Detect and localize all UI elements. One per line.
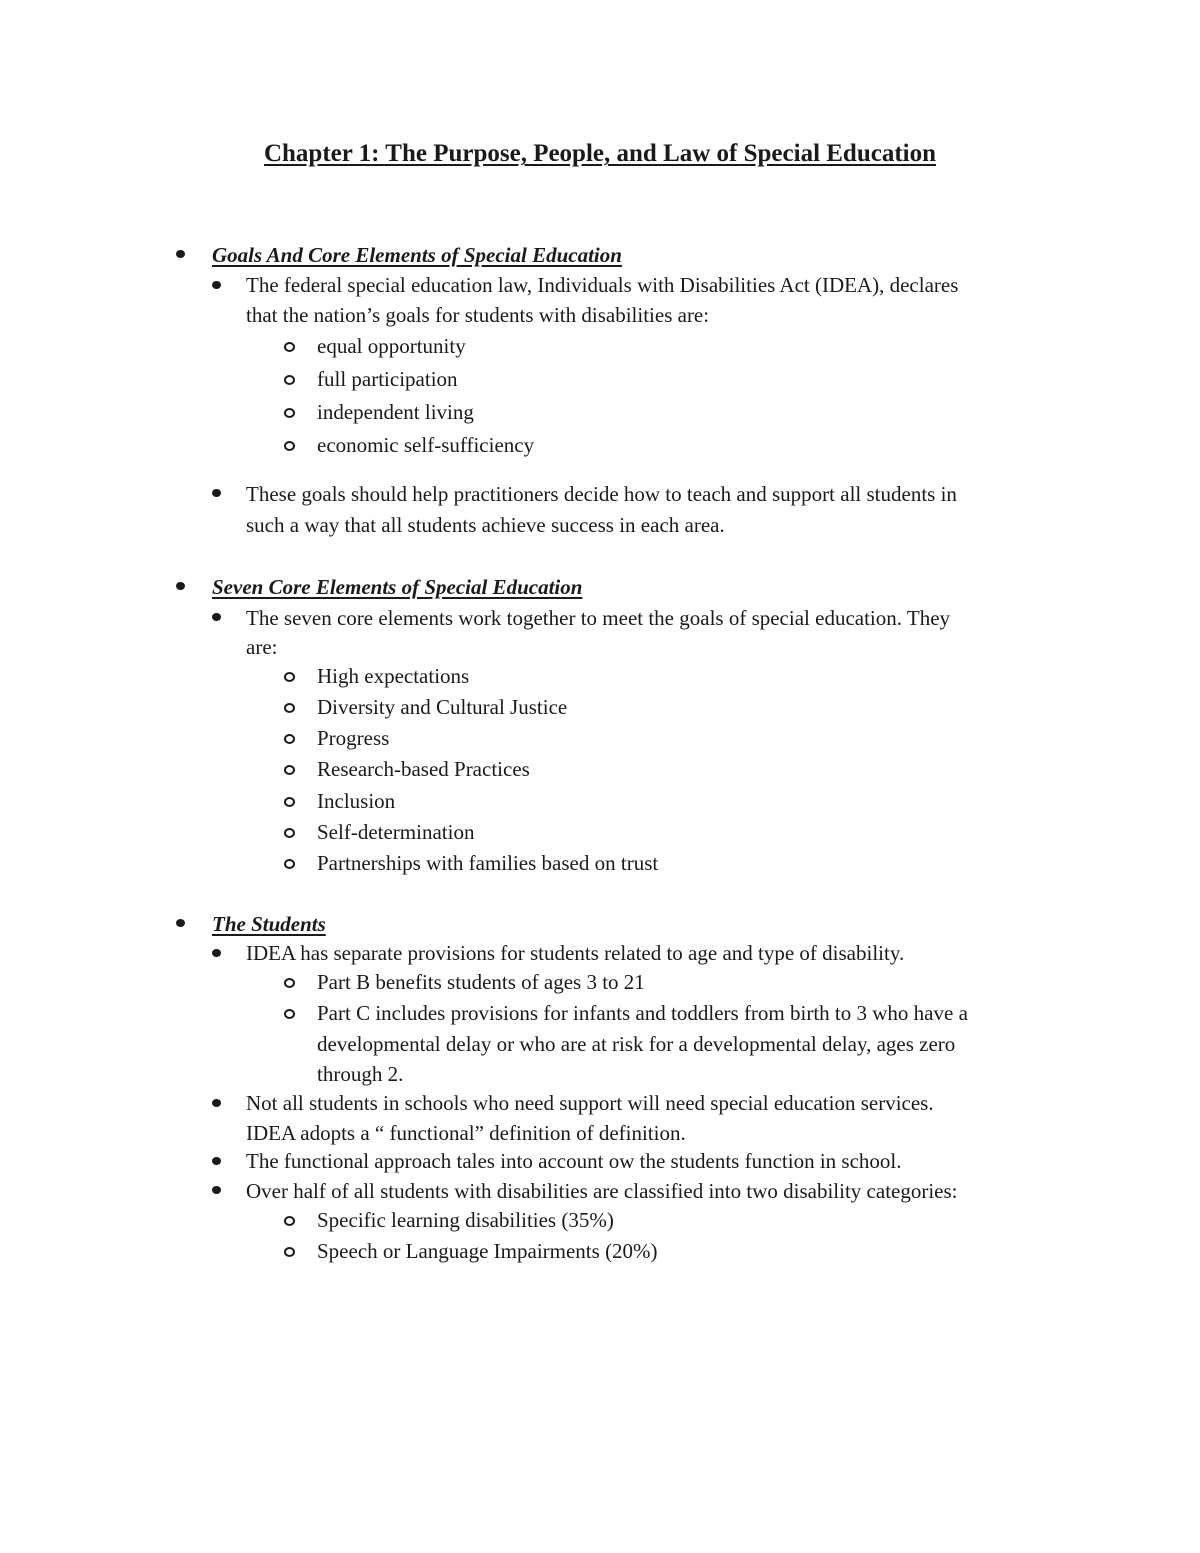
paragraph-line: Over half of all students with disabilities are classified into two disability categories:	[246, 1179, 958, 1203]
paragraph-line: The functional approach tales into account ow the students function in school.	[246, 1149, 902, 1173]
bullet-circle-icon	[284, 797, 295, 807]
paragraph-line: These goals should help practitioners decide how to teach and support all students in	[246, 482, 957, 506]
list-item-continuation: through 2.	[317, 1062, 404, 1086]
list-item: equal opportunity	[317, 334, 466, 358]
bullet-circle-icon	[284, 375, 295, 385]
list-item: Part C includes provisions for infants and toddlers from birth to 3 who have a	[317, 1001, 968, 1025]
bullet-disc-icon	[176, 919, 185, 927]
section-heading: Goals And Core Elements of Special Education	[212, 243, 622, 267]
paragraph-line: The federal special education law, Individuals with Disabilities Act (IDEA), declares	[246, 273, 959, 297]
bullet-circle-icon	[284, 672, 295, 682]
list-item: High expectations	[317, 664, 470, 688]
bullet-disc-icon	[176, 582, 185, 590]
bullet-circle-icon	[284, 765, 295, 775]
bullet-circle-icon	[284, 828, 295, 838]
bullet-circle-icon	[284, 859, 295, 869]
bullet-circle-icon	[284, 342, 295, 352]
list-item: Progress	[317, 726, 390, 750]
list-item: Self-determination	[317, 820, 475, 844]
bullet-circle-icon	[284, 1216, 295, 1226]
paragraph-line: The seven core elements work together to meet the goals of special education. They	[246, 606, 951, 630]
bullet-disc-icon	[176, 250, 185, 258]
list-item: Partnerships with families based on trust	[317, 851, 659, 875]
section-heading: The Students	[212, 912, 326, 936]
list-item: independent living	[317, 400, 474, 424]
bullet-disc-icon	[212, 1186, 221, 1194]
list-item: full participation	[317, 367, 458, 391]
bullet-circle-icon	[284, 978, 295, 988]
bullet-disc-icon	[212, 613, 221, 621]
list-item: Specific learning disabilities (35%)	[317, 1208, 614, 1232]
page-title: Chapter 1: The Purpose, People, and Law of Special Education	[263, 140, 937, 167]
list-item: Inclusion	[317, 789, 396, 813]
bullet-disc-icon	[212, 949, 221, 957]
list-item: Speech or Language Impairments (20%)	[317, 1239, 658, 1263]
list-item-continuation: developmental delay or who are at risk for a developmental delay, ages zero	[317, 1032, 956, 1056]
bullet-circle-icon	[284, 1009, 295, 1019]
paragraph-line: that the nation’s goals for students with disabilities are:	[246, 303, 710, 327]
bullet-disc-icon	[212, 489, 221, 497]
bullet-disc-icon	[212, 1157, 221, 1165]
bullet-circle-icon	[284, 441, 295, 451]
paragraph-line: IDEA has separate provisions for students related to age and type of disability.	[246, 941, 905, 965]
section-heading: Seven Core Elements of Special Education	[212, 575, 583, 599]
bullet-circle-icon	[284, 408, 295, 418]
bullet-disc-icon	[212, 1099, 221, 1107]
paragraph-line: IDEA adopts a “ functional” definition of definition.	[246, 1121, 686, 1145]
list-item: Research-based Practices	[317, 757, 530, 781]
bullet-disc-icon	[212, 281, 221, 289]
paragraph-line: such a way that all students achieve success in each area.	[246, 513, 725, 537]
paragraph-line: are:	[246, 635, 278, 659]
list-item: Diversity and Cultural Justice	[317, 695, 568, 719]
paragraph-line: Not all students in schools who need support will need special education services.	[246, 1091, 934, 1115]
list-item: economic self-sufficiency	[317, 433, 535, 457]
bullet-circle-icon	[284, 703, 295, 713]
bullet-circle-icon	[284, 734, 295, 744]
list-item: Part B benefits students of ages 3 to 21	[317, 970, 645, 994]
bullet-circle-icon	[284, 1247, 295, 1257]
